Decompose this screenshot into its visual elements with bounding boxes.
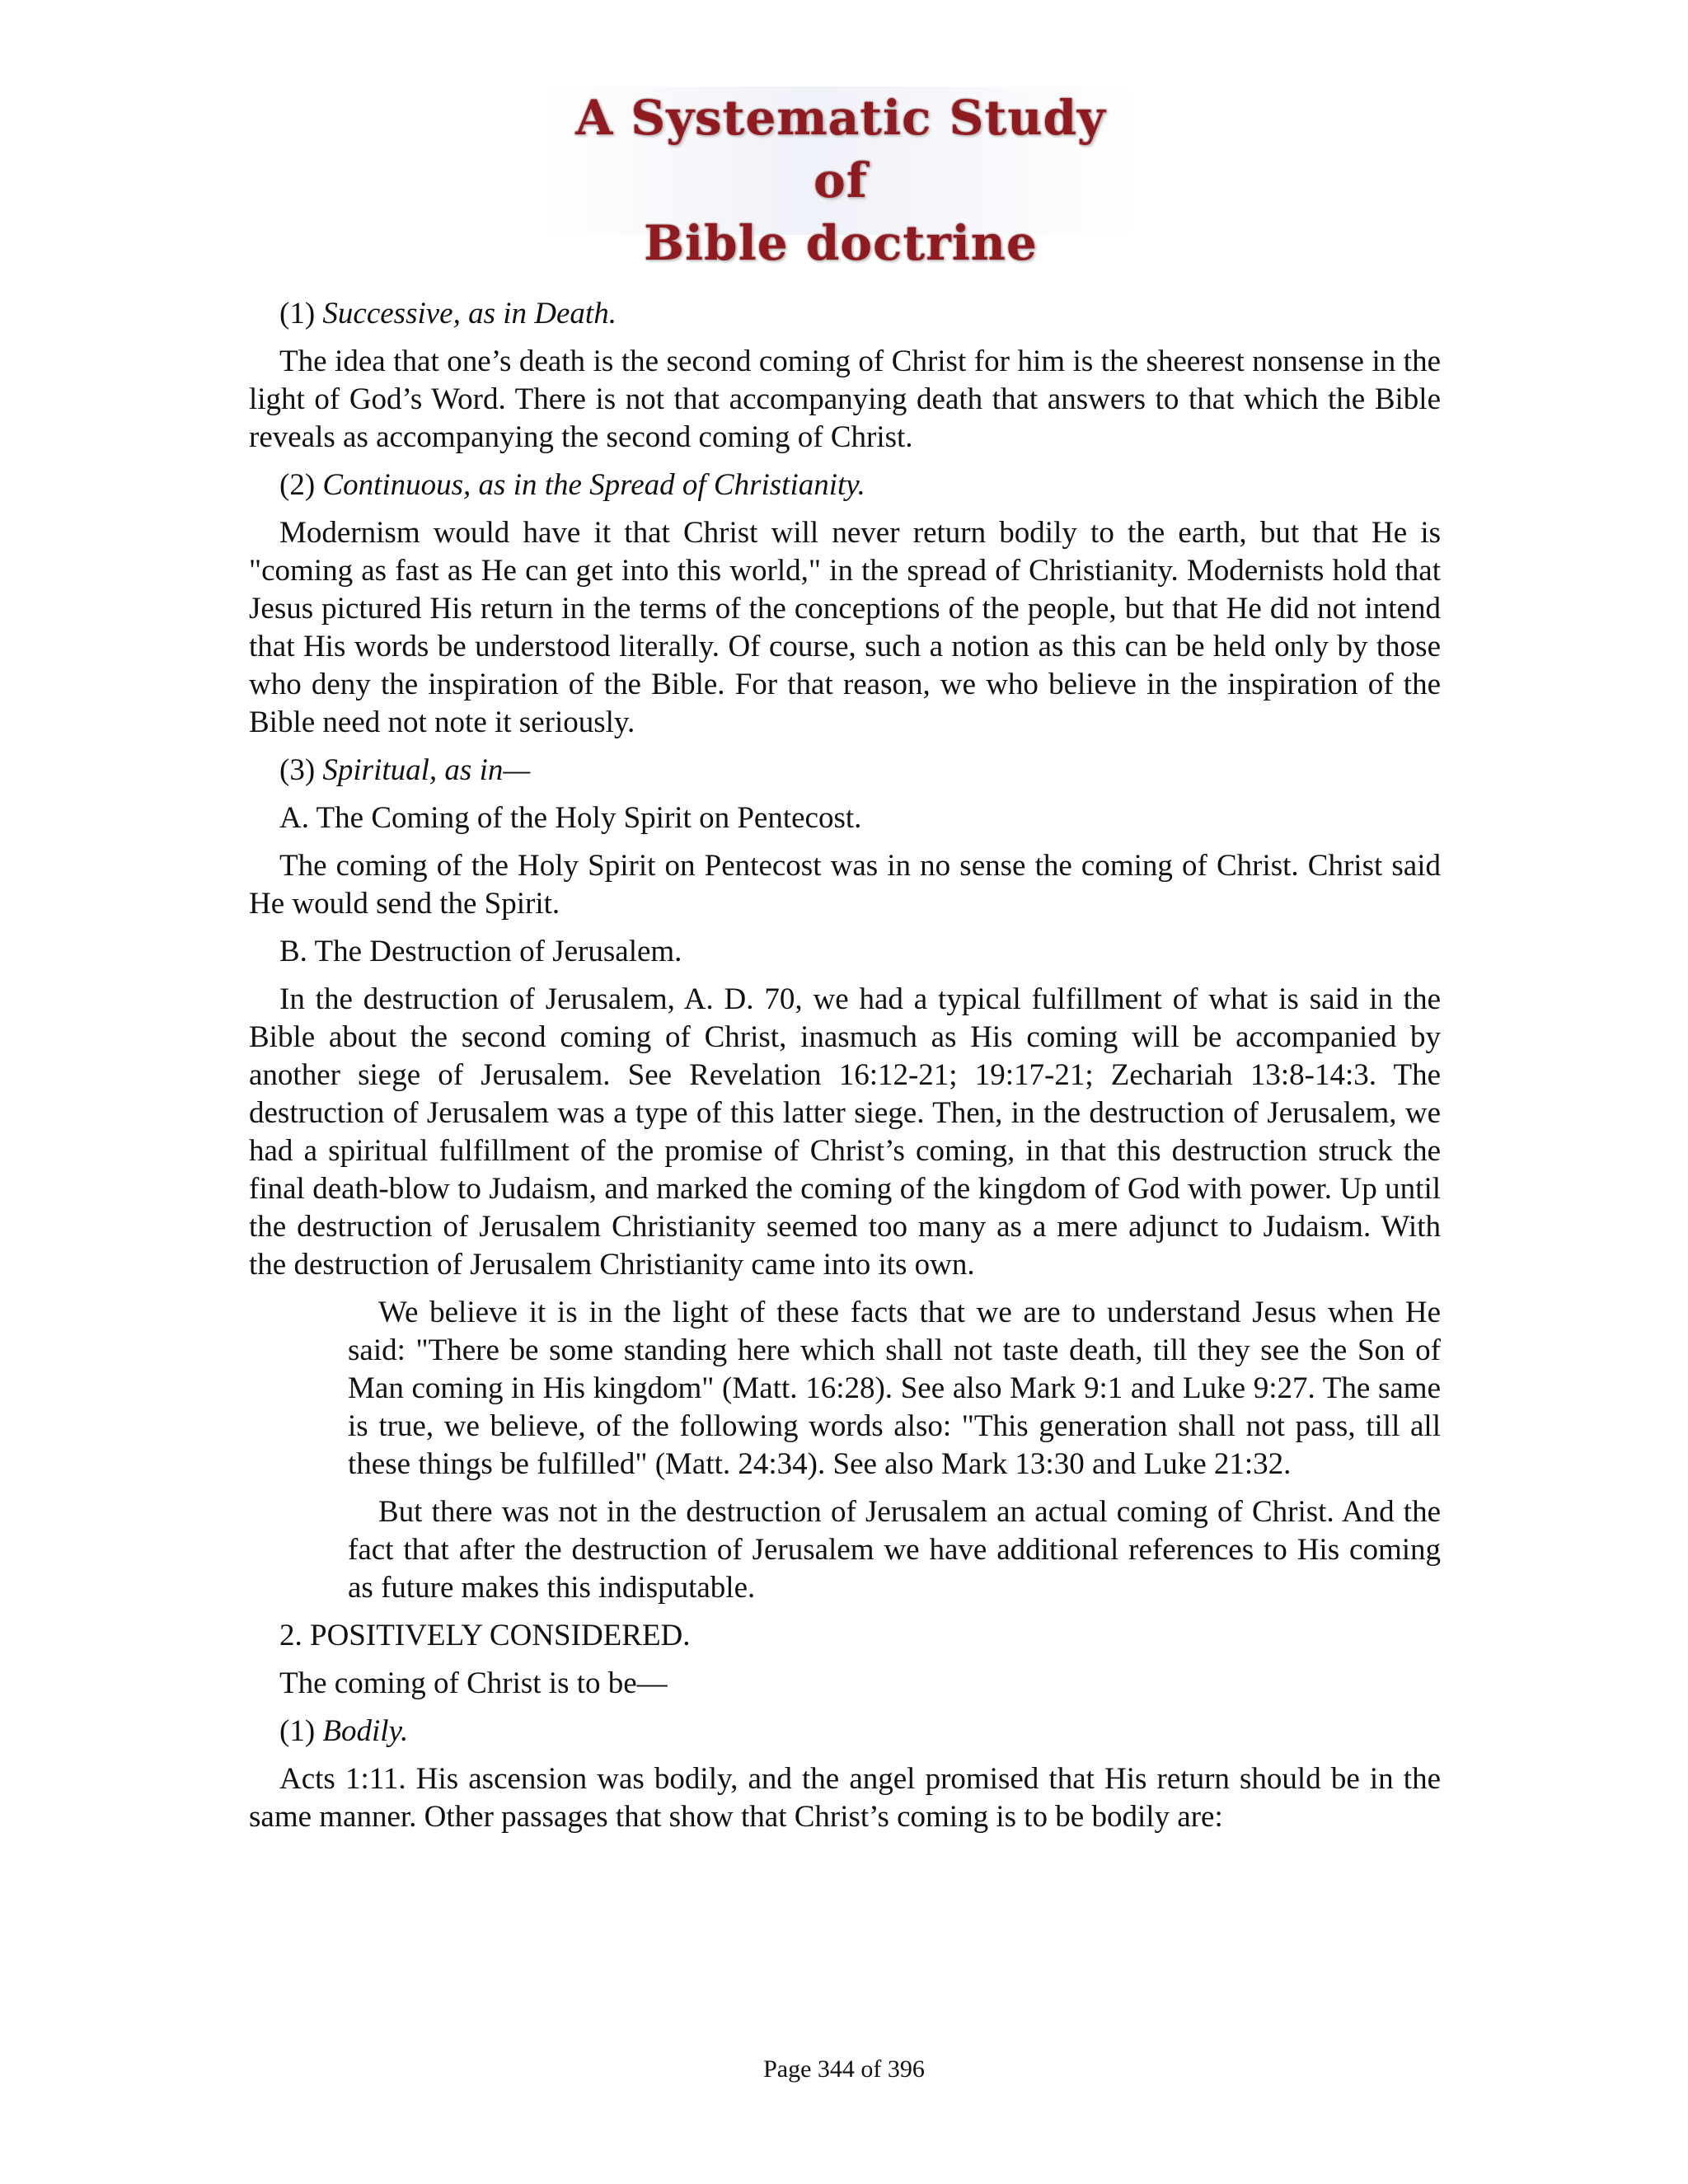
subheading-number: (3) <box>279 753 316 787</box>
paragraph: In the destruction of Jerusalem, A. D. 70, we had a typical fulfillment of what is said in the Bible about the second coming of Christ, inasmuch as His coming will be accompanied by another siege of Jerusalem. See Revelation 16:12-21; 19:17-21; Zechariah 13:8-14:3. The destruction of Jerusalem was a type of this latter siege. Then, in the destruction of Jerusalem, we had a spiritual fulfillment of the promise of Christ’s coming, in that this destruction struck the final death-blow to Judaism, and marked the coming of the kingdom of God with power. Up until the destruction of Jerusalem Christianity seemed too many as a mere adjunct to Judaism. With the destruction of Jerusalem Christianity came into its own. <box>249 982 1441 1282</box>
subheading-title: Spiritual, as in— <box>322 753 531 787</box>
subheading-title: Successive, as in Death. <box>322 297 617 330</box>
subheading-pentecost: A. The Coming of the Holy Spirit on Pentecost. <box>279 801 862 835</box>
subheading-title: Continuous, as in the Spread of Christianity. <box>322 468 865 502</box>
subheading-continuous <box>249 466 1441 504</box>
section-heading: 2. POSITIVELY CONSIDERED. <box>279 1619 691 1652</box>
header-logo <box>544 87 1137 271</box>
logo-title-line-1: A Systematic Study of <box>575 90 1106 209</box>
paragraph: Acts 1:11. His ascension was bodily, and the angel promised that His return should be in the same manner. Other passages that show that Christ’s coming is to be bodily are: <box>249 1762 1441 1834</box>
subheading-bodily <box>249 1713 1441 1750</box>
block-quote-paragraph: But there was not in the destruction of Jerusalem an actual coming of Christ. And the fact that after the destruction of Jerusalem we have additional references to His coming as future makes this indisputable. <box>348 1495 1441 1605</box>
paragraph: The coming of the Holy Spirit on Pentecost was in no sense the coming of Christ. Christ said He would send the Spirit. <box>249 849 1441 921</box>
subheading-successive <box>249 295 1441 333</box>
block-quote-paragraph: We believe it is in the light of these facts that we are to understand Jesus when He said: "There be some standing here which shall not taste death, till they see the Son of Man coming in His kingdom" (Matt. 16:28). See also Mark 9:1 and Luke 9:27. The same is true, we believe, of the following words also: "This generation shall not pass, till all these things be fulfilled" (Matt. 24:34). See also Mark 13:30 and Luke 21:32. <box>348 1296 1441 1481</box>
subheading-jerusalem: B. The Destruction of Jerusalem. <box>279 935 682 968</box>
paragraph: The coming of Christ is to be— <box>279 1666 668 1700</box>
body-text <box>249 295 1441 1846</box>
subheading-number: (2) <box>279 468 316 502</box>
paragraph: Modernism would have it that Christ will never return bodily to the earth, but that He is "coming as fast as He can get into this world," in the spread of Christianity. Modernists hold that Jesus pictured His return in the terms of the conceptions of the people, but that He did not intend that His words be understood literally. Of course, such a notion as this can be held only by those who deny the inspiration of the Bible. For that reason, we who believe in the inspiration of the Bible need not note it seriously. <box>249 516 1441 739</box>
paragraph: The idea that one’s death is the second coming of Christ for him is the sheerest nonsense in the light of God’s Word. There is not that accompanying death that answers to that which the Bible reveals as accompanying the second coming of Christ. <box>249 344 1441 454</box>
subheading-spiritual <box>249 752 1441 790</box>
logo-title-line-2: Bible doctrine <box>644 215 1038 271</box>
page-number: Page 344 of 396 <box>763 2055 925 2083</box>
subheading-number: (1) <box>279 1714 316 1748</box>
subheading-title: Bodily. <box>322 1714 409 1748</box>
subheading-number: (1) <box>279 297 316 330</box>
